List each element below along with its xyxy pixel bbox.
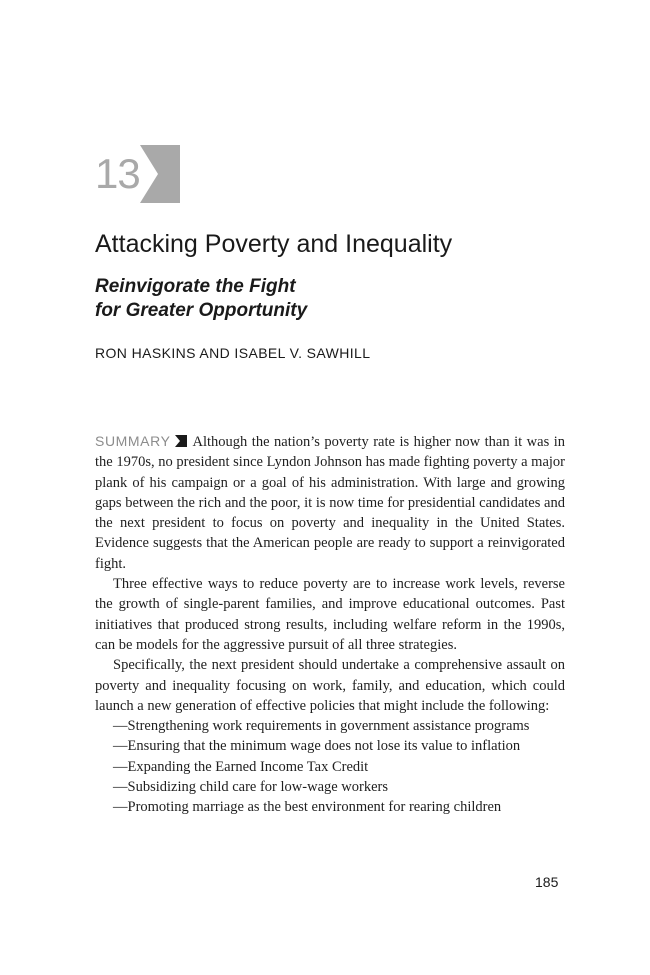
chapter-title: Attacking Poverty and Inequality <box>95 230 453 258</box>
page-number: 185 <box>535 874 559 890</box>
recommendation-list <box>95 716 565 817</box>
list-item: —Strengthening work requirements in government assistance programs <box>113 718 530 735</box>
summary-paragraph-1 <box>95 431 565 574</box>
summary-label: SUMMARY <box>95 433 171 449</box>
subtitle-line-1: Reinvigorate the Fight <box>95 276 296 297</box>
chapter-number-mark <box>95 145 185 203</box>
summary-paragraph-3: Specifically, the next president should undertake a comprehensive assault on poverty and inequality focusing on work, family, and education, which could launch a new generation of effective policies that might include the following: <box>95 657 565 714</box>
list-item: —Promoting marriage as the best environment for rearing children <box>113 799 502 816</box>
subtitle-line-2: for Greater Opportunity <box>95 300 308 321</box>
summary-paragraph-2: Three effective ways to reduce poverty are to increase work levels, reverse the growth of single-parent families, and improve educational outcomes. Past initiatives that produced strong results, including welfare reform in the 1990s, can be models for the aggressive pursuit of all three strategies. <box>95 576 565 653</box>
list-item: —Ensuring that the minimum wage does not lose its value to inflation <box>113 738 521 755</box>
chapter-subtitle <box>95 275 307 323</box>
summary-section <box>95 431 565 818</box>
summary-text-1: Although the nation’s poverty rate is higher now than it was in the 1970s, no president since Lyndon Johnson has made fighting poverty a major plank of his campaign or a goal of his administration. With large and growing gaps between the rich and the poor, it is now time for presidential candidates and the next president to focus on poverty and inequality in the United States. Evidence suggests that the American people are ready to support a reinvigorated fight. <box>95 434 565 572</box>
summary-arrow-icon <box>175 435 187 447</box>
chapter-authors: RON HASKINS AND ISABEL V. SAWHILL <box>95 345 371 361</box>
chapter-number: 13 <box>95 150 140 197</box>
chapter-arrow-icon <box>140 145 180 203</box>
list-item: —Expanding the Earned Income Tax Credit <box>113 758 369 775</box>
list-item: —Subsidizing child care for low-wage workers <box>113 779 389 796</box>
